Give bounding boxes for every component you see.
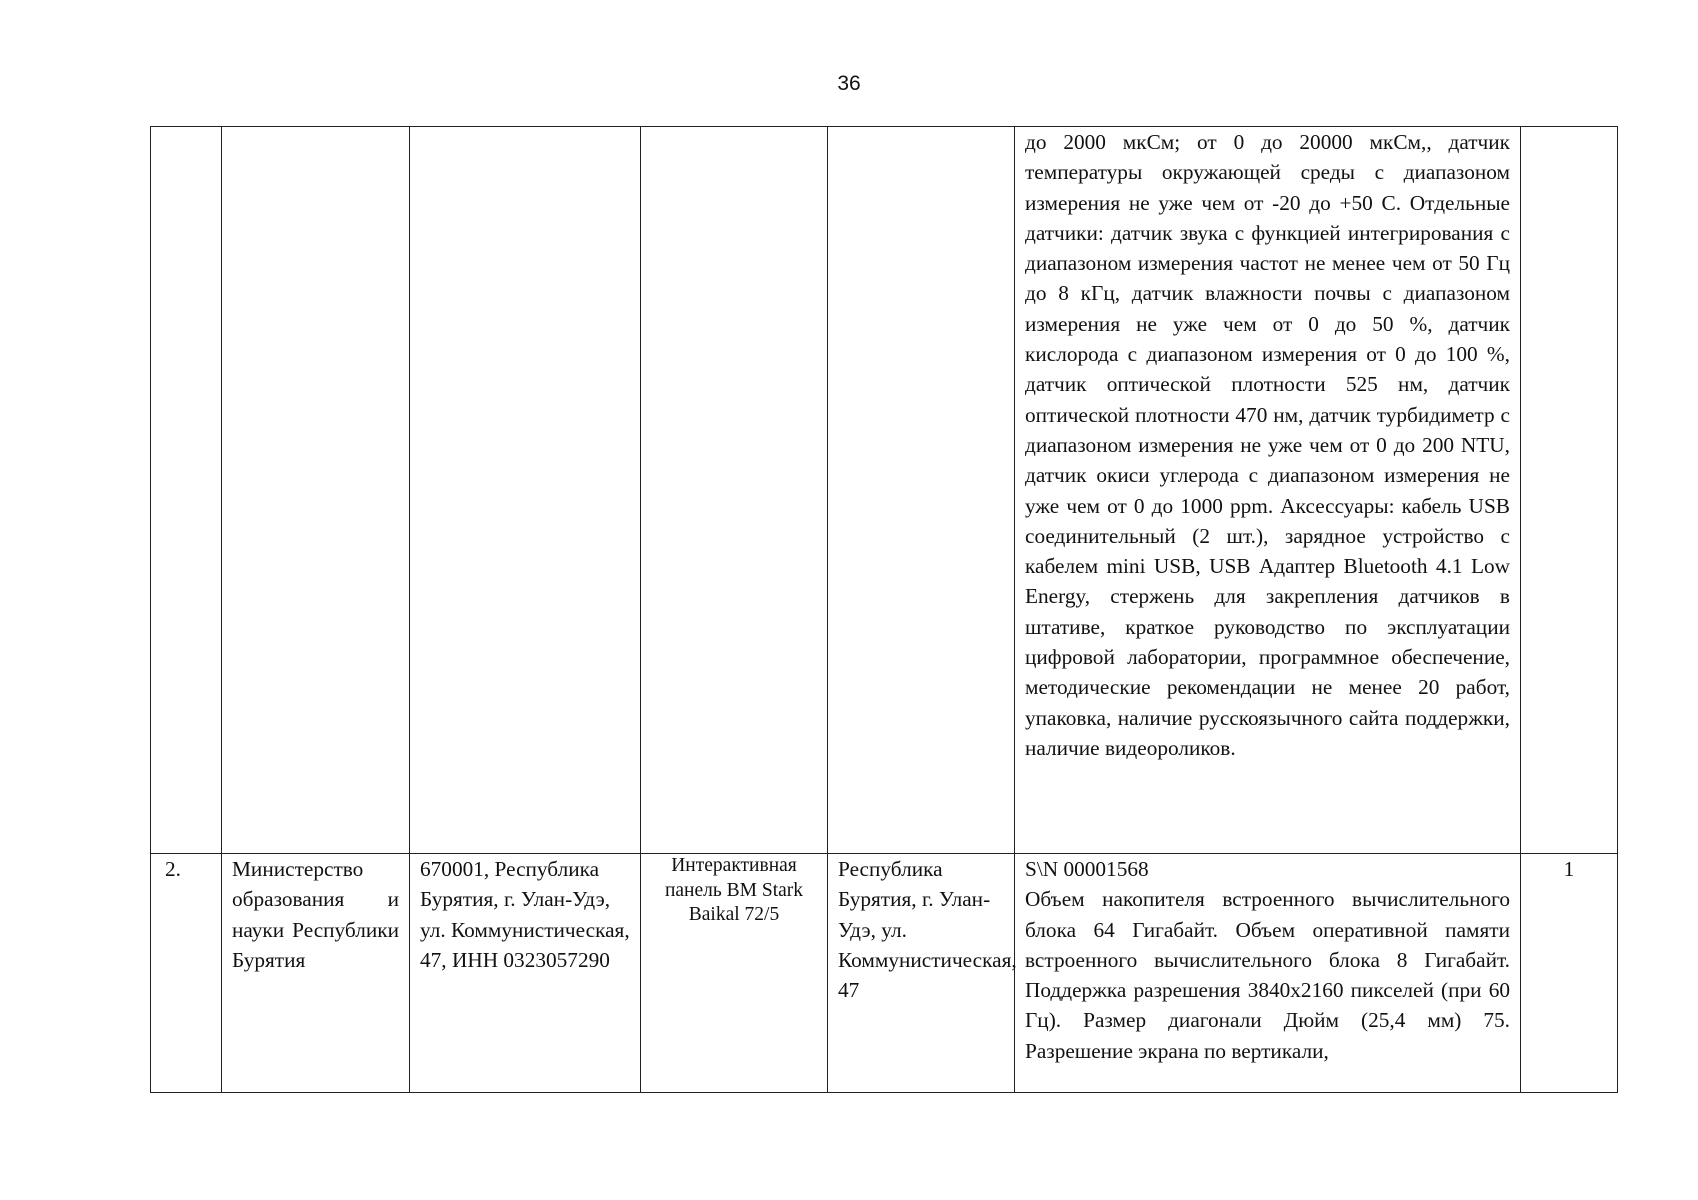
cell-number [151,127,222,854]
cell-item [641,127,828,854]
equipment-table [150,126,1618,1093]
cell-location: Республика Бурятия, г. Улан-Удэ, ул. Коммунистическая, 47 [828,854,1015,1093]
cell-holder-address [410,127,641,854]
cell-holder: Министерство образования и науки Республики Бурятия [222,854,410,1093]
cell-quantity: 1 [1521,854,1618,1093]
page-number: 36 [837,72,861,95]
characteristics-text: Объем накопителя встроенного вычислительного блока 64 Гигабайт. Объем оперативной памяти встроенного вычислительного блока 8 Гигабайт. Поддержка разрешения 3840x2160 пикселей (при 60 Гц). Размер диагонали Дюйм (25,4 мм) 75. Разрешение экрана по вертикали, [1025,887,1510,1063]
cell-holder [222,127,410,854]
cell-holder-address: 670001, Республика Бурятия, г. Улан-Удэ, ул. Коммунистическая, 47, ИНН 0323057290 [410,854,641,1093]
cell-location [828,127,1015,854]
cell-quantity [1521,127,1618,854]
cell-item: Интерактивная панель BM Stark Baikal 72/5 [641,854,828,1093]
table-row-2 [151,854,1618,1093]
table-row-continued [151,127,1618,854]
cell-number: 2. [151,854,222,1093]
cell-characteristics [1015,854,1521,1093]
cell-characteristics [1015,127,1521,854]
characteristics-text: до 2000 мкСм; от 0 до 20000 мкСм,, датчик температуры окружающей среды с диапазоном измерения не уже чем от -20 до +50 С. Отдельные датчики: датчик звука с функцией интегрирования с диапазоном измерения частот не менее чем от 50 Гц до 8 кГц, датчик влажности почвы с диапазоном измерения не уже чем от 0 до 50 %, датчик кислорода с диапазоном измерения от 0 до 100 %, датчик оптической плотности 525 нм, датчик оптической плотности 470 нм, датчик турбидиметр с диапазоном измерения не уже чем от 0 до 200 NTU, датчик окиси углерода с диапазоном измерения не уже чем от 0 до 1000 ppm. Аксессуары: кабель USB соединительный (2 шт.), зарядное устройство с кабелем mini USB, USB Адаптер Bluetooth 4.1 Low Energy, стержень для закрепления датчиков в штативе, краткое руководство по эксплуатации цифровой лаборатории, программное обеспечение, методические рекомендации не менее 20 работ, упаковка, наличие русскоязычного сайта поддержки, наличие видеороликов. [1025,130,1510,760]
serial-number: S\N 00001568 [1025,857,1149,881]
